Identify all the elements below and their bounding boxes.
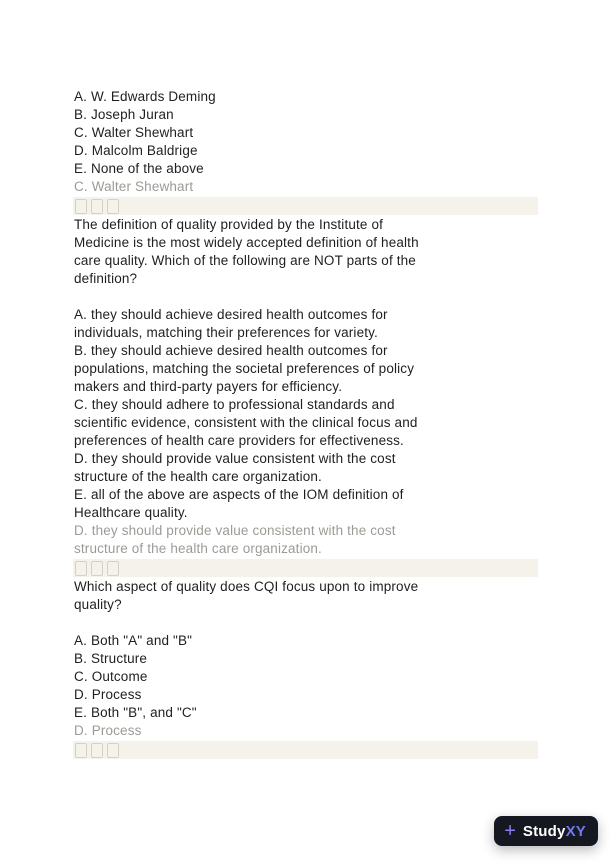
placeholder-square-icon[interactable] [75, 561, 87, 576]
question-text-line: The definition of quality provided by the Institute of [74, 217, 384, 232]
question-options-line: individuals, matching their preferences for variety. [74, 325, 378, 340]
question-text-line: Medicine is the most widely accepted definition of health [74, 235, 419, 250]
question-options-line: D. they should provide value consistent with the cost [74, 451, 396, 466]
question-options-line: E. None of the above [74, 161, 204, 176]
section-separator-bar [73, 197, 538, 215]
blank-line [74, 288, 544, 306]
question-options-line: makers and third-party payers for efficiency. [74, 379, 343, 394]
question-options-line: preferences of health care providers for effectiveness. [74, 433, 404, 448]
blank-line [74, 614, 544, 632]
studyxy-brand-badge[interactable] [494, 816, 598, 846]
plus-icon: + [504, 820, 516, 842]
question-options-line: C. they should adhere to professional standards and [74, 397, 395, 412]
question-options-line: structure of the health care organization. [74, 469, 322, 484]
question-options-line: C. Outcome [74, 669, 148, 684]
question-options-line: E. Both "B", and "C" [74, 705, 197, 720]
placeholder-square-icon[interactable] [91, 561, 103, 576]
question-options-line: E. all of the above are aspects of the IOM definition of [74, 487, 404, 502]
question-options-line: A. they should achieve desired health outcomes for [74, 307, 388, 322]
question-text-line: care quality. Which of the following are NOT parts of the [74, 253, 416, 268]
question-options-line: D. Malcolm Baldrige [74, 143, 198, 158]
brand-name-primary: Study [522, 822, 566, 840]
question-options-line: B. they should achieve desired health outcomes for [74, 343, 388, 358]
section-separator-bar [73, 741, 538, 759]
question-options-line: D. Process [74, 687, 142, 702]
question-options-line: Healthcare quality. [74, 505, 188, 520]
revealed-answer-line: structure of the health care organization. [74, 541, 322, 556]
placeholder-square-icon[interactable] [91, 743, 103, 758]
revealed-answer-line: D. they should provide value consistent with the cost [74, 523, 396, 538]
question-text-line: definition? [74, 271, 138, 286]
question-text-line: Which aspect of quality does CQI focus upon to improve [74, 579, 419, 594]
placeholder-square-icon[interactable] [75, 743, 87, 758]
question-options-line: populations, matching the societal preferences of policy [74, 361, 415, 376]
question-options-line: scientific evidence, consistent with the clinical focus and [74, 415, 418, 430]
question-options-line: B. Structure [74, 651, 148, 666]
question-options-line: A. Both "A" and "B" [74, 633, 193, 648]
placeholder-square-icon[interactable] [75, 199, 87, 214]
quiz-content [74, 88, 544, 760]
revealed-answer-line: D. Process [74, 723, 142, 738]
question-options-line: C. Walter Shewhart [74, 125, 194, 140]
brand-name-accent: XY [565, 822, 586, 840]
placeholder-square-icon[interactable] [107, 561, 119, 576]
question-options-line: B. Joseph Juran [74, 107, 174, 122]
placeholder-square-icon[interactable] [107, 743, 119, 758]
question-options-line: A. W. Edwards Deming [74, 89, 216, 104]
placeholder-square-icon[interactable] [91, 199, 103, 214]
revealed-answer-line: C. Walter Shewhart [74, 179, 194, 194]
question-text-line: quality? [74, 597, 122, 612]
section-separator-bar [73, 559, 538, 577]
placeholder-square-icon[interactable] [107, 199, 119, 214]
